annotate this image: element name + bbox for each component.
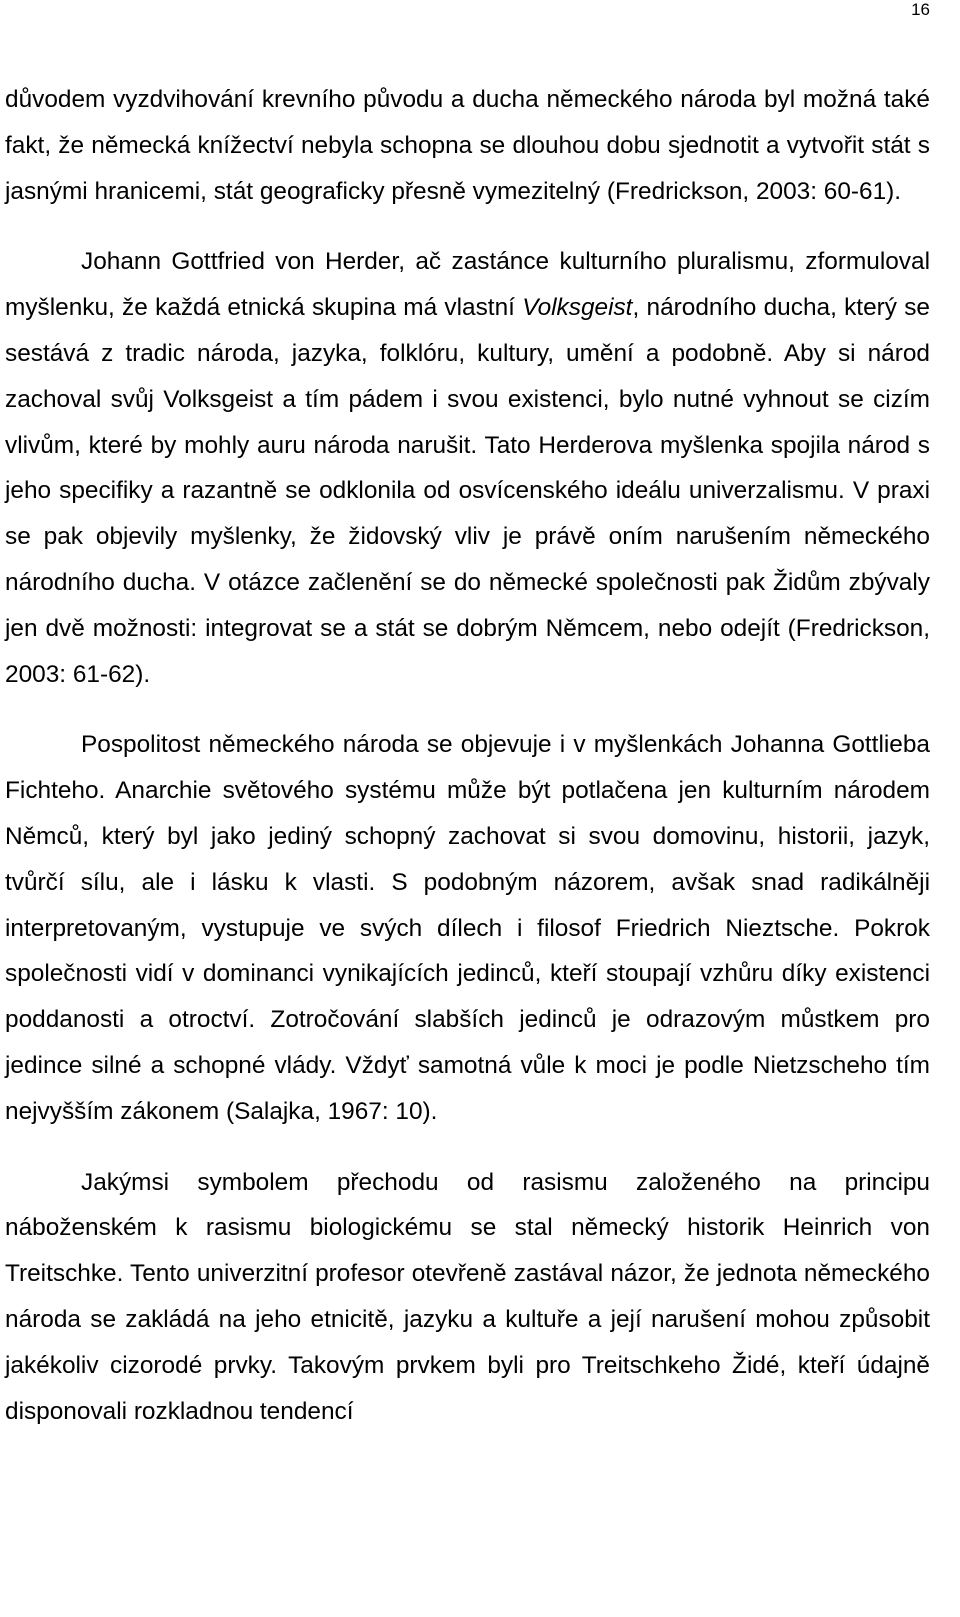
paragraph-1: důvodem vyzdvihování krevního původu a ducha německého národa byl možná také fakt, že německá knížectví nebyla schopna se dlouhou dobu sjednotit a vytvořit stát s jasnými hranicemi, stát geograficky přesně vymezitelný (Fredrickson, 2003: 60-61). xyxy=(5,86,930,205)
document-body xyxy=(5,77,930,1434)
paragraph-2-text-before: Johann Gottfried von Herder, ač zastánce kulturního pluralismu, zformuloval myšlenku, že každá etnická skupina má vlastní xyxy=(5,248,930,322)
page-number: 16 xyxy=(911,0,930,19)
paragraph-3: Pospolitost německého národa se objevuje i v myšlenkách Johanna Gottlieba Fichteho. Anarchie světového systému může být potlačena jen kulturním národem Němců, který byl jako jediný schopný zachovat si svou domovinu, historii, jazyk, tvůrčí sílu, ale i lásku k vlasti. S podobným názorem, avšak snad radikálněji interpretovaným, vystupuje ve svých dílech i filosof Friedrich Nieztsche. Pokrok společnosti vidí v dominanci vynikajících jedinců, kteří stoupají vzhůru díky existenci poddanosti a otroctví. Zotročování slabších jedinců je odrazovým můstkem pro jedince silné a schopné vlády. Vždyť samotná vůle k moci je podle Nietzscheho tím nejvyšším zákonem (Salajka, 1967: 10). xyxy=(5,731,930,1125)
paragraph-2 xyxy=(5,239,930,697)
paragraph-4: Jakýmsi symbolem přechodu od rasismu založeného na principu náboženském k rasismu biologickému se stal německý historik Heinrich von Treitschke. Tento univerzitní profesor otevřeně zastával názor, že jednota německého národa se zakládá na jeho etnicitě, jazyku a kultuře a její narušení mohou způsobit jakékoliv cizorodé prvky. Takovým prvkem byli pro Treitschkeho Židé, kteří údajně disponovali rozkladnou tendencí xyxy=(5,1168,930,1425)
paragraph-2-italic-term: Volksgeist xyxy=(522,294,633,322)
paragraph-2-text-after: , národního ducha, který se sestává z tradic národa, jazyka, folklóru, kultury, umění a podobně. Aby si národ zachoval svůj Volksgeist a tím pádem i svou existenci, bylo nutné vyhnout se cizím vlivům, které by mohly auru národa narušit. Tato Herderova myšlenka spojila národ s jeho specifiky a razantně se odklonila od osvícenského ideálu univerzalismu. V praxi se pak objevily myšlenky, že židovský vliv je právě oním narušením německého národního ducha. V otázce začlenění se do německé společnosti pak Židům zbývaly jen dvě možnosti: integrovat se a stát se dobrým Němcem, nebo odejít (Fredrickson, 2003: 61-62). xyxy=(5,294,930,688)
